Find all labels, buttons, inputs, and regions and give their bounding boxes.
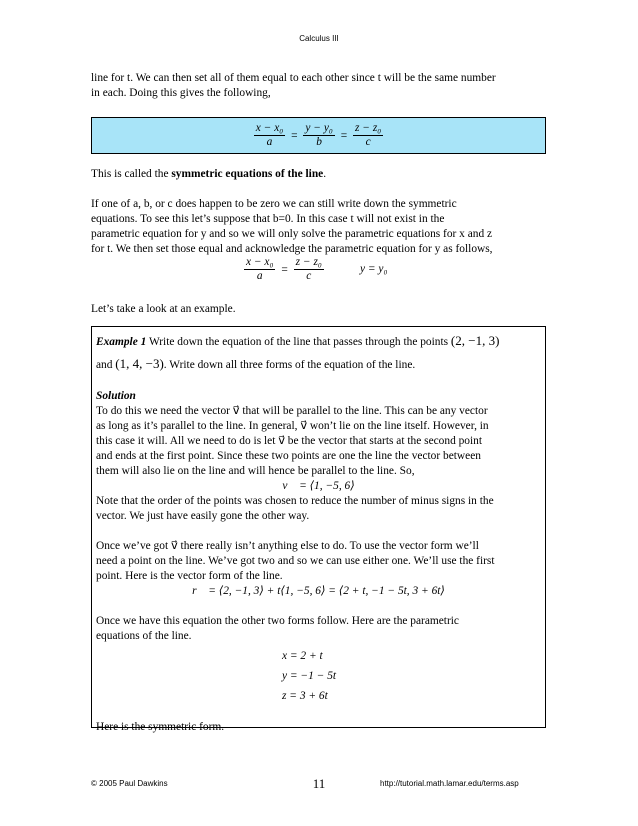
fraction xyxy=(303,122,334,149)
paragraph-line: equations. To see this let’s suppose that b=0. In this case t will not exist in the xyxy=(91,213,445,225)
numerator: x − x₀ xyxy=(255,122,284,134)
point-2: (1, 4, −3) xyxy=(115,356,164,371)
numerator: z − z₀ xyxy=(295,256,322,268)
vector-form-line: need a point on the line. We’ve got two and so we can use either one. We’ll use the first xyxy=(96,555,495,567)
footer-url[interactable]: http://tutorial.math.lamar.edu/terms.asp xyxy=(380,779,519,788)
fraction xyxy=(244,256,275,283)
intro-line: in each. Doing this gives the following, xyxy=(91,87,271,99)
called-term: symmetric equations of the line xyxy=(171,168,324,180)
denominator: c xyxy=(365,136,371,148)
called-paragraph xyxy=(91,167,546,182)
lets-look-text: Let’s take a look at an example. xyxy=(91,303,236,315)
paragraph-line: If one of a, b, or c does happen to be zero we can still write down the symmetric xyxy=(91,198,457,210)
intro-paragraph xyxy=(91,71,546,101)
note-line: Note that the order of the points was chosen to reduce the number of minus signs in the xyxy=(96,495,494,507)
denominator: c xyxy=(306,270,312,282)
solution-line: and ends at the first point. Since these two points are one the line the vector between xyxy=(96,450,481,462)
vector-form-equation: r⃗ = ⟨2, −1, 3⟩ + t⟨1, −5, 6⟩ = ⟨2 + t, −1 − 5t, 3 + 6t⟩ xyxy=(192,585,445,597)
example-text: Write down the equation of the line that passes through the points xyxy=(146,336,451,348)
parametric-line: equations of the line. xyxy=(96,630,192,642)
solution-label: Solution xyxy=(96,390,136,402)
vector-form-line: point. Here is the vector form of the line. xyxy=(96,570,283,582)
solution-line: as long as it’s parallel to the line. In general, v⃗ won’t lie on the line itself. However, in xyxy=(96,420,489,432)
page-header: Calculus III xyxy=(299,34,339,43)
solution-line: this case it will. All we need to do is let v⃗ be the vector that starts at the second point xyxy=(96,435,483,447)
fraction xyxy=(294,256,324,283)
note-line: vector. We just have easily gone the other way. xyxy=(96,510,310,522)
denominator: a xyxy=(266,136,273,148)
point-1: (2, −1, 3) xyxy=(450,333,500,348)
numerator: x − x₀ xyxy=(246,256,274,268)
numerator: z − z₀ xyxy=(355,122,382,134)
called-suffix: . xyxy=(323,168,327,180)
called-prefix: This is called the xyxy=(91,168,172,180)
intro-line: line for t. We can then set all of them equal to each other since t will be the same number xyxy=(91,72,496,84)
parametric-line: Once we have this equation the other two forms follow. Here are the parametric xyxy=(96,615,459,627)
fraction xyxy=(353,122,383,149)
footer-copyright: © 2005 Paul Dawkins xyxy=(91,779,168,788)
y-equation: y = y₀ xyxy=(360,263,388,275)
example-label: Example 1 xyxy=(96,336,147,348)
fraction xyxy=(254,122,285,149)
solution-line: To do this we need the vector v⃗ that will be parallel to the line. This can be any vector xyxy=(96,405,488,417)
page-number: 11 xyxy=(312,776,326,791)
symmetric-form-line: Here is the symmetric form. xyxy=(96,721,225,733)
paragraph-line: for t. We then set those equal and acknowledge the parametric equation for y as follows, xyxy=(91,243,493,255)
numerator: y − y₀ xyxy=(305,122,333,134)
vector-form-line: Once we’ve got v⃗ there really isn’t anything else to do. To use the vector form we’ll xyxy=(96,540,479,552)
symmetric-equation-box xyxy=(91,117,546,154)
vector-v-equation: v⃗ = ⟨1, −5, 6⟩ xyxy=(282,480,355,492)
symmetric-equation xyxy=(92,122,545,149)
parametric-y: y = −1 − 5t xyxy=(282,670,337,682)
equals-sign: = xyxy=(281,263,288,276)
solution-line: them will also lie on the line and will hence be parallel to the line. So, xyxy=(96,465,415,477)
paragraph-line: parametric equation for y and so we will only solve the parametric equations for x and z xyxy=(91,228,493,240)
parametric-x: x = 2 + t xyxy=(282,650,323,662)
example-box xyxy=(91,326,546,733)
denominator: b xyxy=(316,136,322,148)
zero-case-paragraph xyxy=(91,197,546,257)
parametric-z: z = 3 + 6t xyxy=(282,690,328,702)
example-text: and xyxy=(96,359,116,371)
equals-sign: = xyxy=(340,129,348,142)
denominator: a xyxy=(256,270,263,282)
equals-sign: = xyxy=(291,129,298,142)
example-text: . Write down all three forms of the equation of the line. xyxy=(163,359,416,371)
